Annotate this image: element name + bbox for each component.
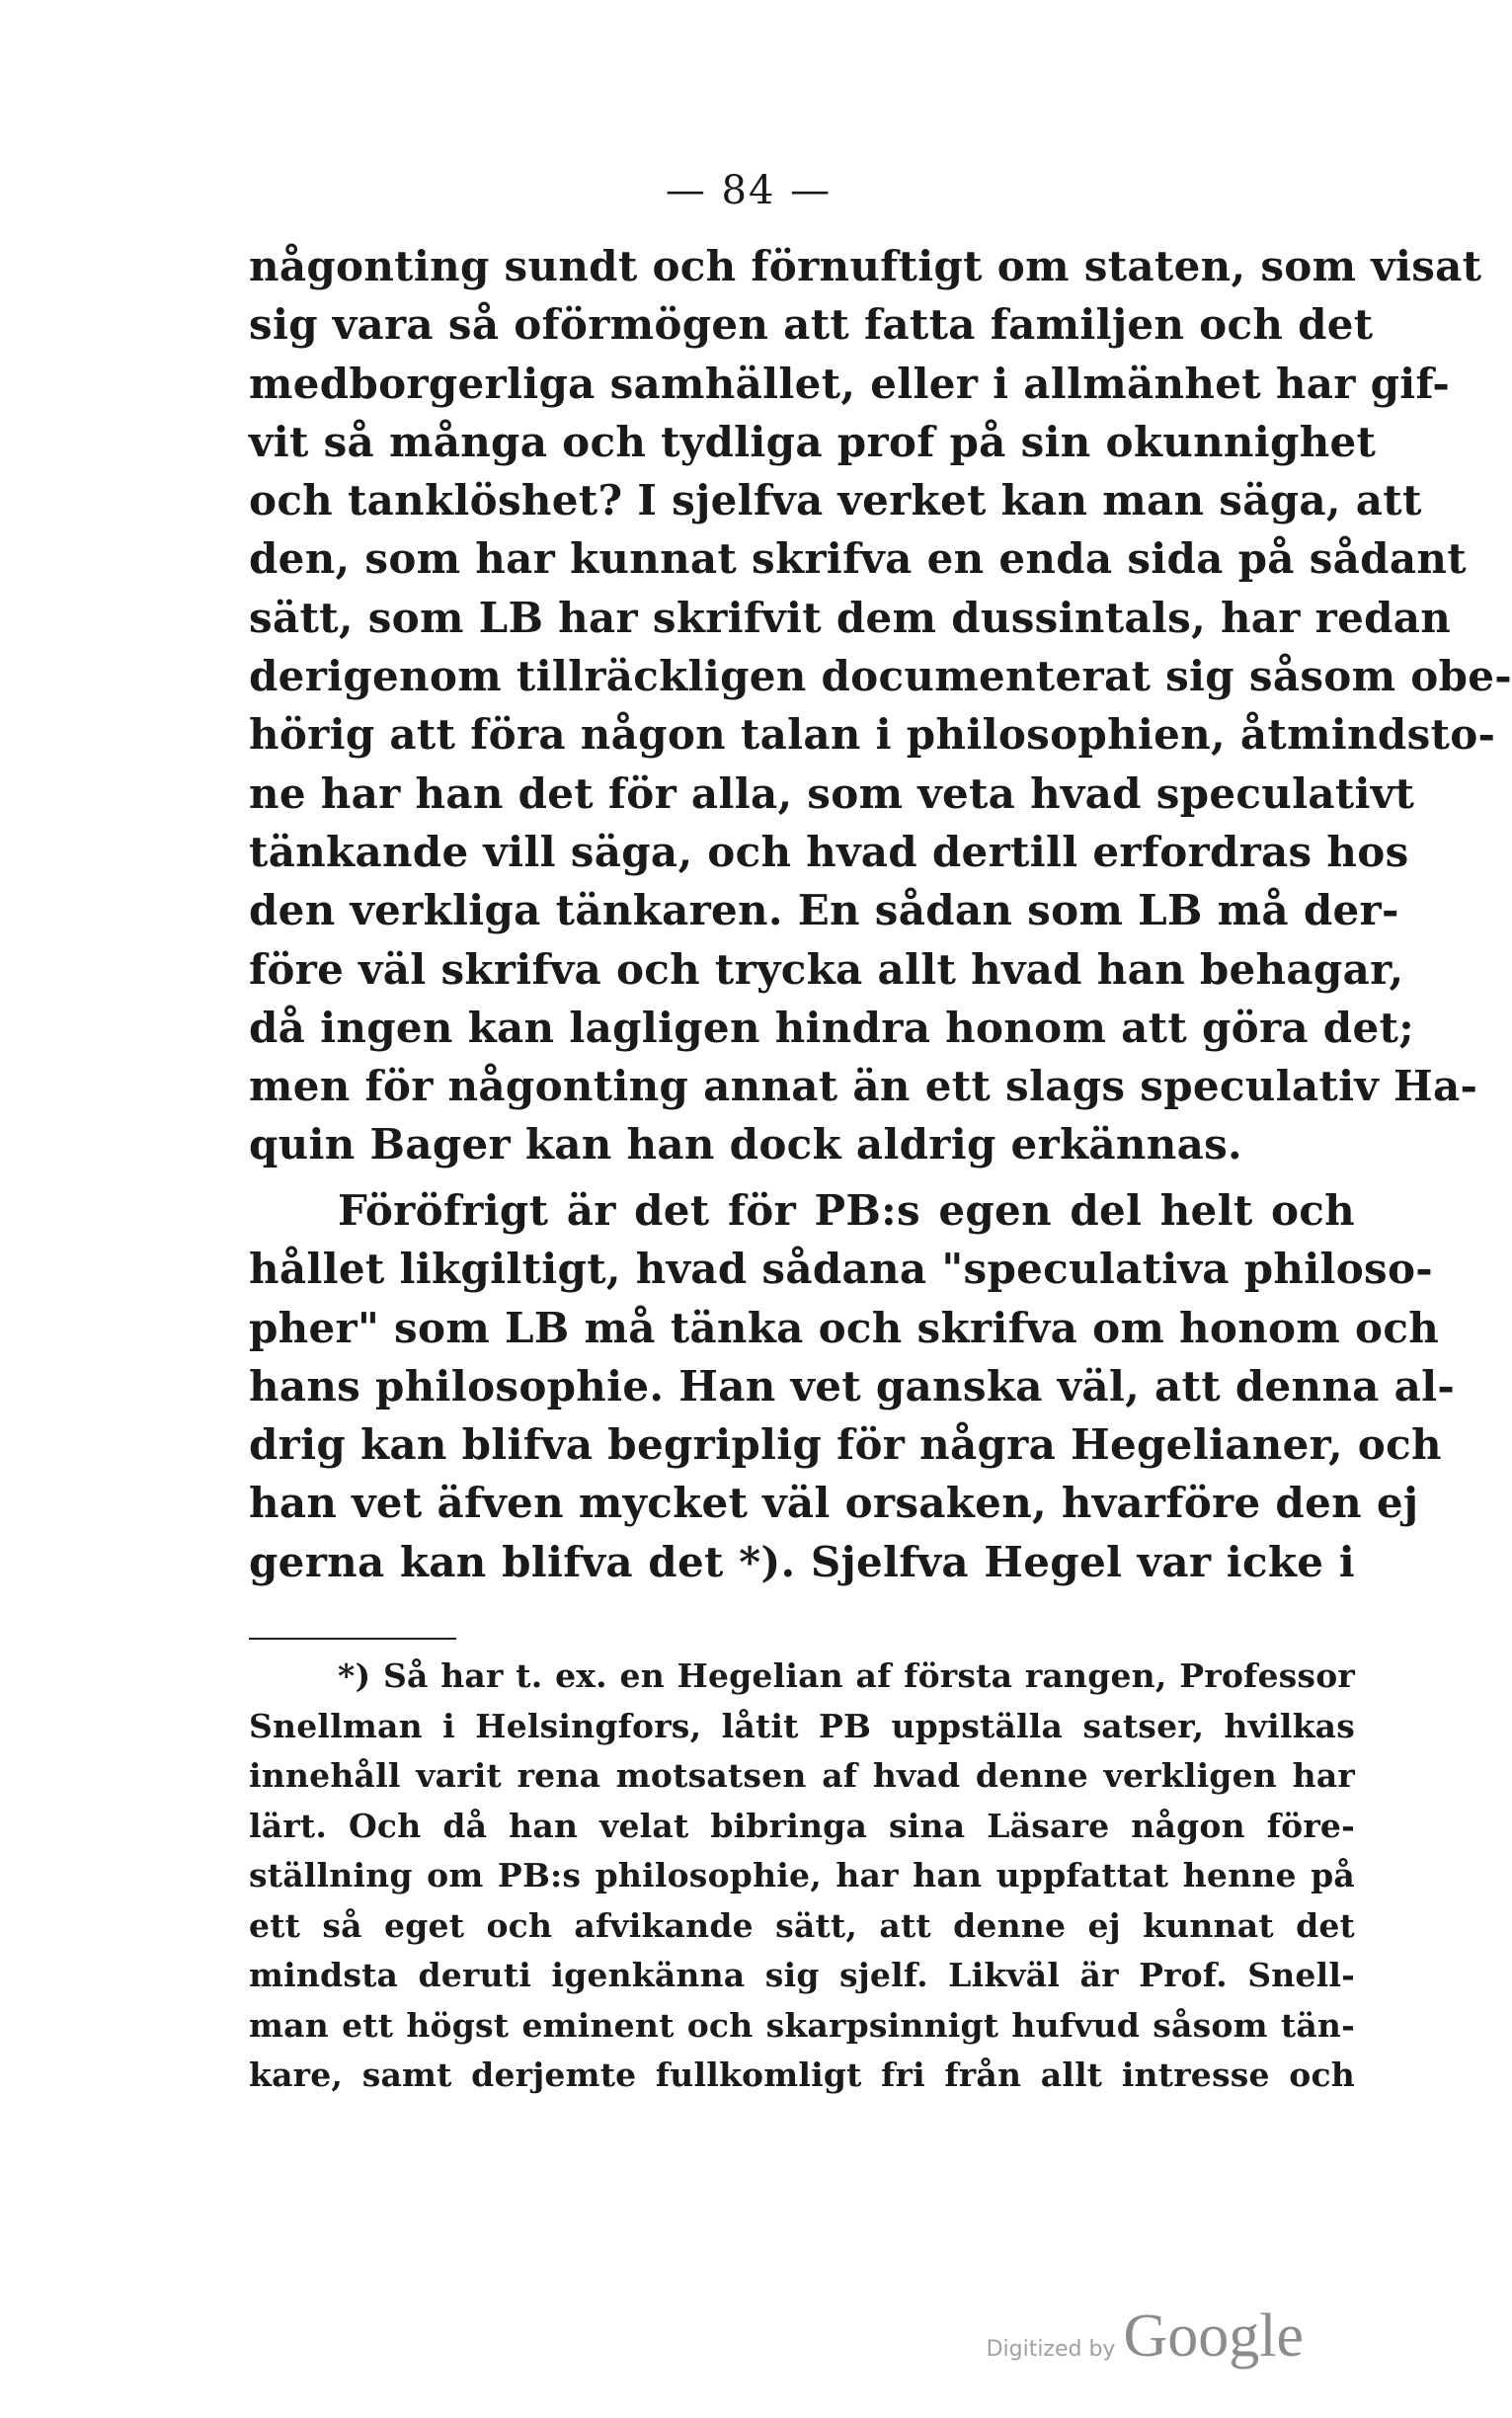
footnote-line: ställning om PB:s philosophie, har han uppfattat henne på — [249, 1856, 1355, 1894]
text-line: derigenom tillräckligen documenterat sig såsom obe- — [249, 652, 1512, 701]
text-line: den, som har kunnat skrifva en enda sida på sådant — [249, 534, 1467, 584]
text-line: sätt, som LB har skrifvit dem dussintals, har redan — [249, 593, 1452, 642]
page-number: — 84 — — [665, 168, 833, 213]
google-logo: Google — [1123, 2302, 1304, 2370]
footnote-divider — [249, 1638, 456, 1640]
text-line: någonting sundt och förnuftigt om staten, som visat — [249, 242, 1482, 290]
text-line: då ingen kan lagligen hindra honom att göra det; — [249, 1003, 1415, 1052]
digitized-by-label: Digitized by — [986, 2337, 1116, 2362]
text-line: hörig att föra någon talan i philosophien, åtmindsto- — [249, 710, 1496, 760]
footnote — [249, 1652, 1355, 2101]
text-line: ne har han det för alla, som veta hvad speculativt — [249, 768, 1415, 818]
text-line: medborgerliga samhället, eller i allmänhet har gif- — [249, 359, 1451, 408]
text-line: sig vara så oförmögen att fatta familjen och det — [249, 300, 1374, 350]
footnote-line: *) Så har t. ex. en Hegelian af första rangen, Professor — [338, 1656, 1355, 1695]
footnote-line: innehåll varit rena motsatsen af hvad denne verkligen har — [249, 1756, 1355, 1795]
text-line: före väl skrifva och trycka allt hvad han behagar, — [249, 944, 1404, 994]
footnote-line: mindsta deruti igenkänna sig sjelf. Likväl är Prof. Snell- — [249, 1956, 1355, 1994]
footnote-line: Snellman i Helsingfors, låtit PB uppställa satser, hvilkas — [249, 1706, 1355, 1745]
digitized-by-google-watermark — [987, 2301, 1304, 2372]
text-line: den verkliga tänkaren. En sådan som LB må der- — [249, 886, 1399, 935]
text-line: tänkande vill säga, och hvad dertill erfordras hos — [249, 827, 1409, 876]
text-line: han vet äfven mycket väl orsaken, hvarföre den ej — [249, 1479, 1419, 1528]
footnote-line: man ett högst eminent och skarpsinnigt hufvud såsom tän- — [249, 2005, 1355, 2045]
text-line: Föröfrigt är det för PB:s egen del helt och — [338, 1186, 1355, 1235]
text-line: drig kan blifva begriplig för några Hegelianer, och — [249, 1420, 1442, 1470]
text-line: men för någonting annat än ett slags speculativ Ha- — [249, 1062, 1478, 1111]
footnote-line: lärt. Och då han velat bibringa sina Läsare någon före- — [249, 1806, 1355, 1845]
text-line: pher" som LB må tänka och skrifva om honom och — [249, 1303, 1440, 1352]
text-line: quin Bager kan han dock aldrig erkännas. — [249, 1120, 1242, 1169]
text-line: och tanklöshet? I sjelfva verket kan man säga, att — [249, 476, 1422, 525]
text-line: vit så många och tydliga prof på sin okunnighet — [249, 417, 1377, 466]
text-line: hållet likgiltigt, hvad sådana "speculativa philoso- — [249, 1245, 1434, 1294]
body-paragraph-2 — [249, 1181, 1456, 1591]
footnote-line: ett så eget och afvikande sätt, att denne ej kunnat det — [249, 1905, 1355, 1945]
body-paragraph-1 — [249, 237, 1512, 1174]
footnote-line: kare, samt derjemte fullkomligt fri från allt intresse och — [249, 2055, 1355, 2094]
text-line: gerna kan blifva det *). Sjelfva Hegel var icke i — [249, 1537, 1355, 1586]
text-line: hans philosophie. Han vet ganska väl, att denna al- — [249, 1361, 1456, 1410]
